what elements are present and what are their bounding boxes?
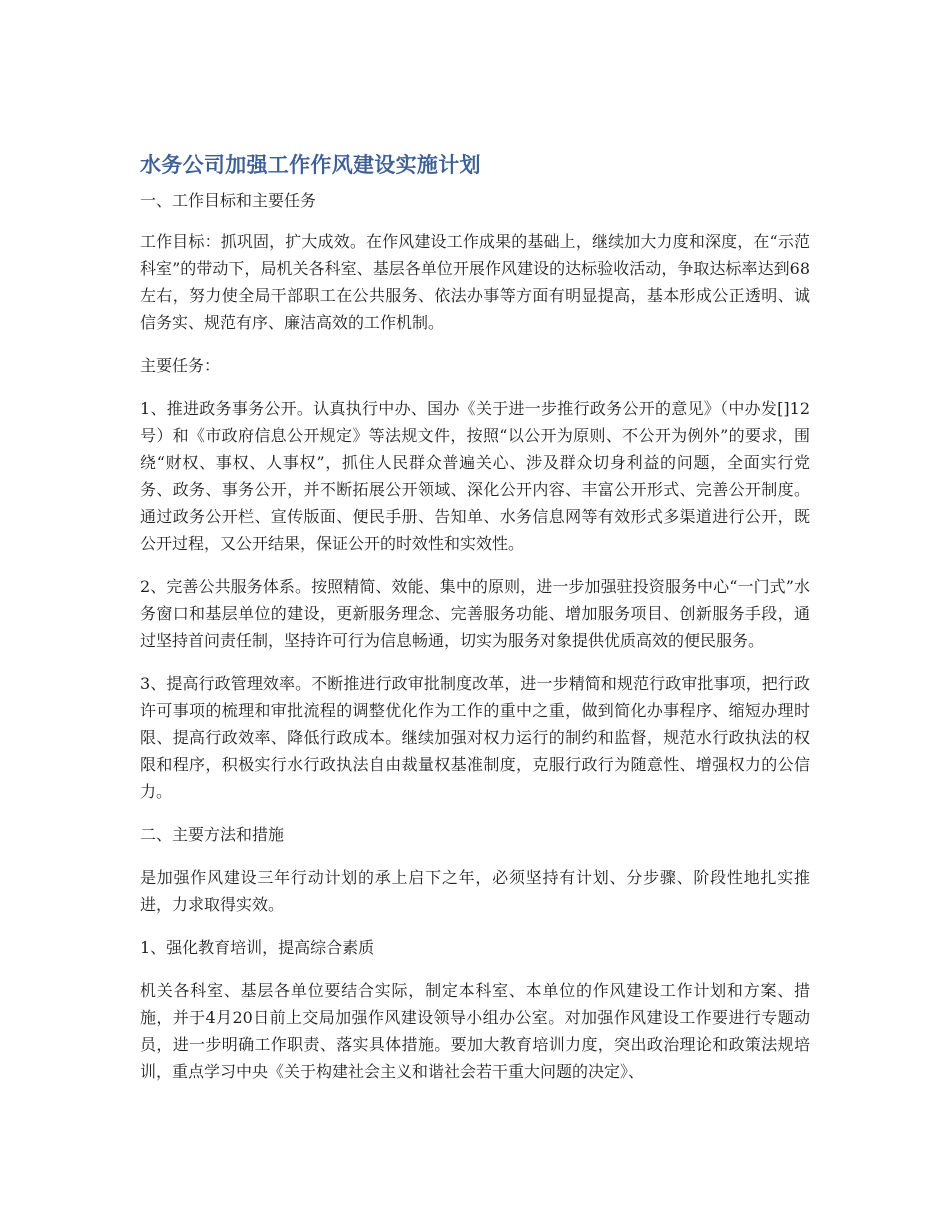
section-heading-goals: 一、工作目标和主要任务: [140, 191, 317, 210]
paragraph-task-2: 2、完善公共服务体系。按照精简、效能、集中的原则，进一步加强驻投资服务中心“一门式”水务窗口和基层单位的建设，更新服务理念、完善服务功能、增加服务项目、创新服务手段，通过坚持首问责任制，坚持许可行为信息畅通，切实为服务对象提供优质高效的便民服务。: [140, 577, 810, 650]
main-tasks-label: 主要任务：: [140, 356, 221, 375]
paragraph-task-3: 3、提高行政管理效率。不断推进行政审批制度改革，进一步精简和规范行政审批事项，把行政许可事项的梳理和审批流程的调整优化作为工作的重中之重，做到简化办事程序、缩短办理时限、提高行政效率、降低行政成本。继续加强对权力运行的制约和监督，规范水行政执法的权限和程序，积极实行水行政执法自由裁量权基准制度，克服行政行为随意性、增强权力的公信力。: [140, 674, 810, 801]
section-heading-methods: 二、主要方法和措施: [140, 825, 285, 844]
measure-1-heading: 1、强化教育培训，提高综合素质: [140, 938, 375, 957]
document-title: 水务公司加强工作作风建设实施计划: [140, 153, 481, 177]
paragraph-measure-1: 机关各科室、基层各单位要结合实际，制定本科室、本单位的作风建设工作计划和方案、措施，并于4月20日前上交局加强作风建设领导小组办公室。对加强作风建设工作要进行专题动员，进一步明确工作职责、落实具体措施。要加大教育培训力度，突出政治理论和政策法规培训，重点学习中央《关于构建社会主义和谐社会若干重大问题的决定》、: [140, 981, 810, 1081]
paragraph-task-1: 1、推进政务事务公开。认真执行中办、国办《关于进一步推行政务公开的意见》（中办发[]12号）和《市政府信息公开规定》等法规文件，按照“以公开为原则、不公开为例外”的要求，围绕“财权、事权、人事权”，抓住人民群众普遍关心、涉及群众切身利益的问题，全面实行党务、政务、事务公开，并不断拓展公开领域、深化公开内容、丰富公开形式、完善公开制度。通过政务公开栏、宣传版面、便民手册、告知单、水务信息网等有效形式多渠道进行公开，既公开过程，又公开结果，保证公开的时效性和实效性。: [140, 399, 810, 553]
paragraph-methods-intro: 是加强作风建设三年行动计划的承上启下之年，必须坚持有计划、分步骤、阶段性地扎实推进，力求取得实效。: [140, 868, 810, 914]
document-page: [140, 148, 810, 1101]
paragraph-work-goal: 工作目标：抓巩固，扩大成效。在作风建设工作成果的基础上，继续加大力度和深度，在“示范科室”的带动下，局机关各科室、基层各单位开展作风建设的达标验收活动，争取达标率达到68左右，努力使全局干部职工在公共服务、依法办事等方面有明显提高，基本形成公正透明、诚信务实、规范有序、廉洁高效的工作机制。: [140, 232, 810, 332]
